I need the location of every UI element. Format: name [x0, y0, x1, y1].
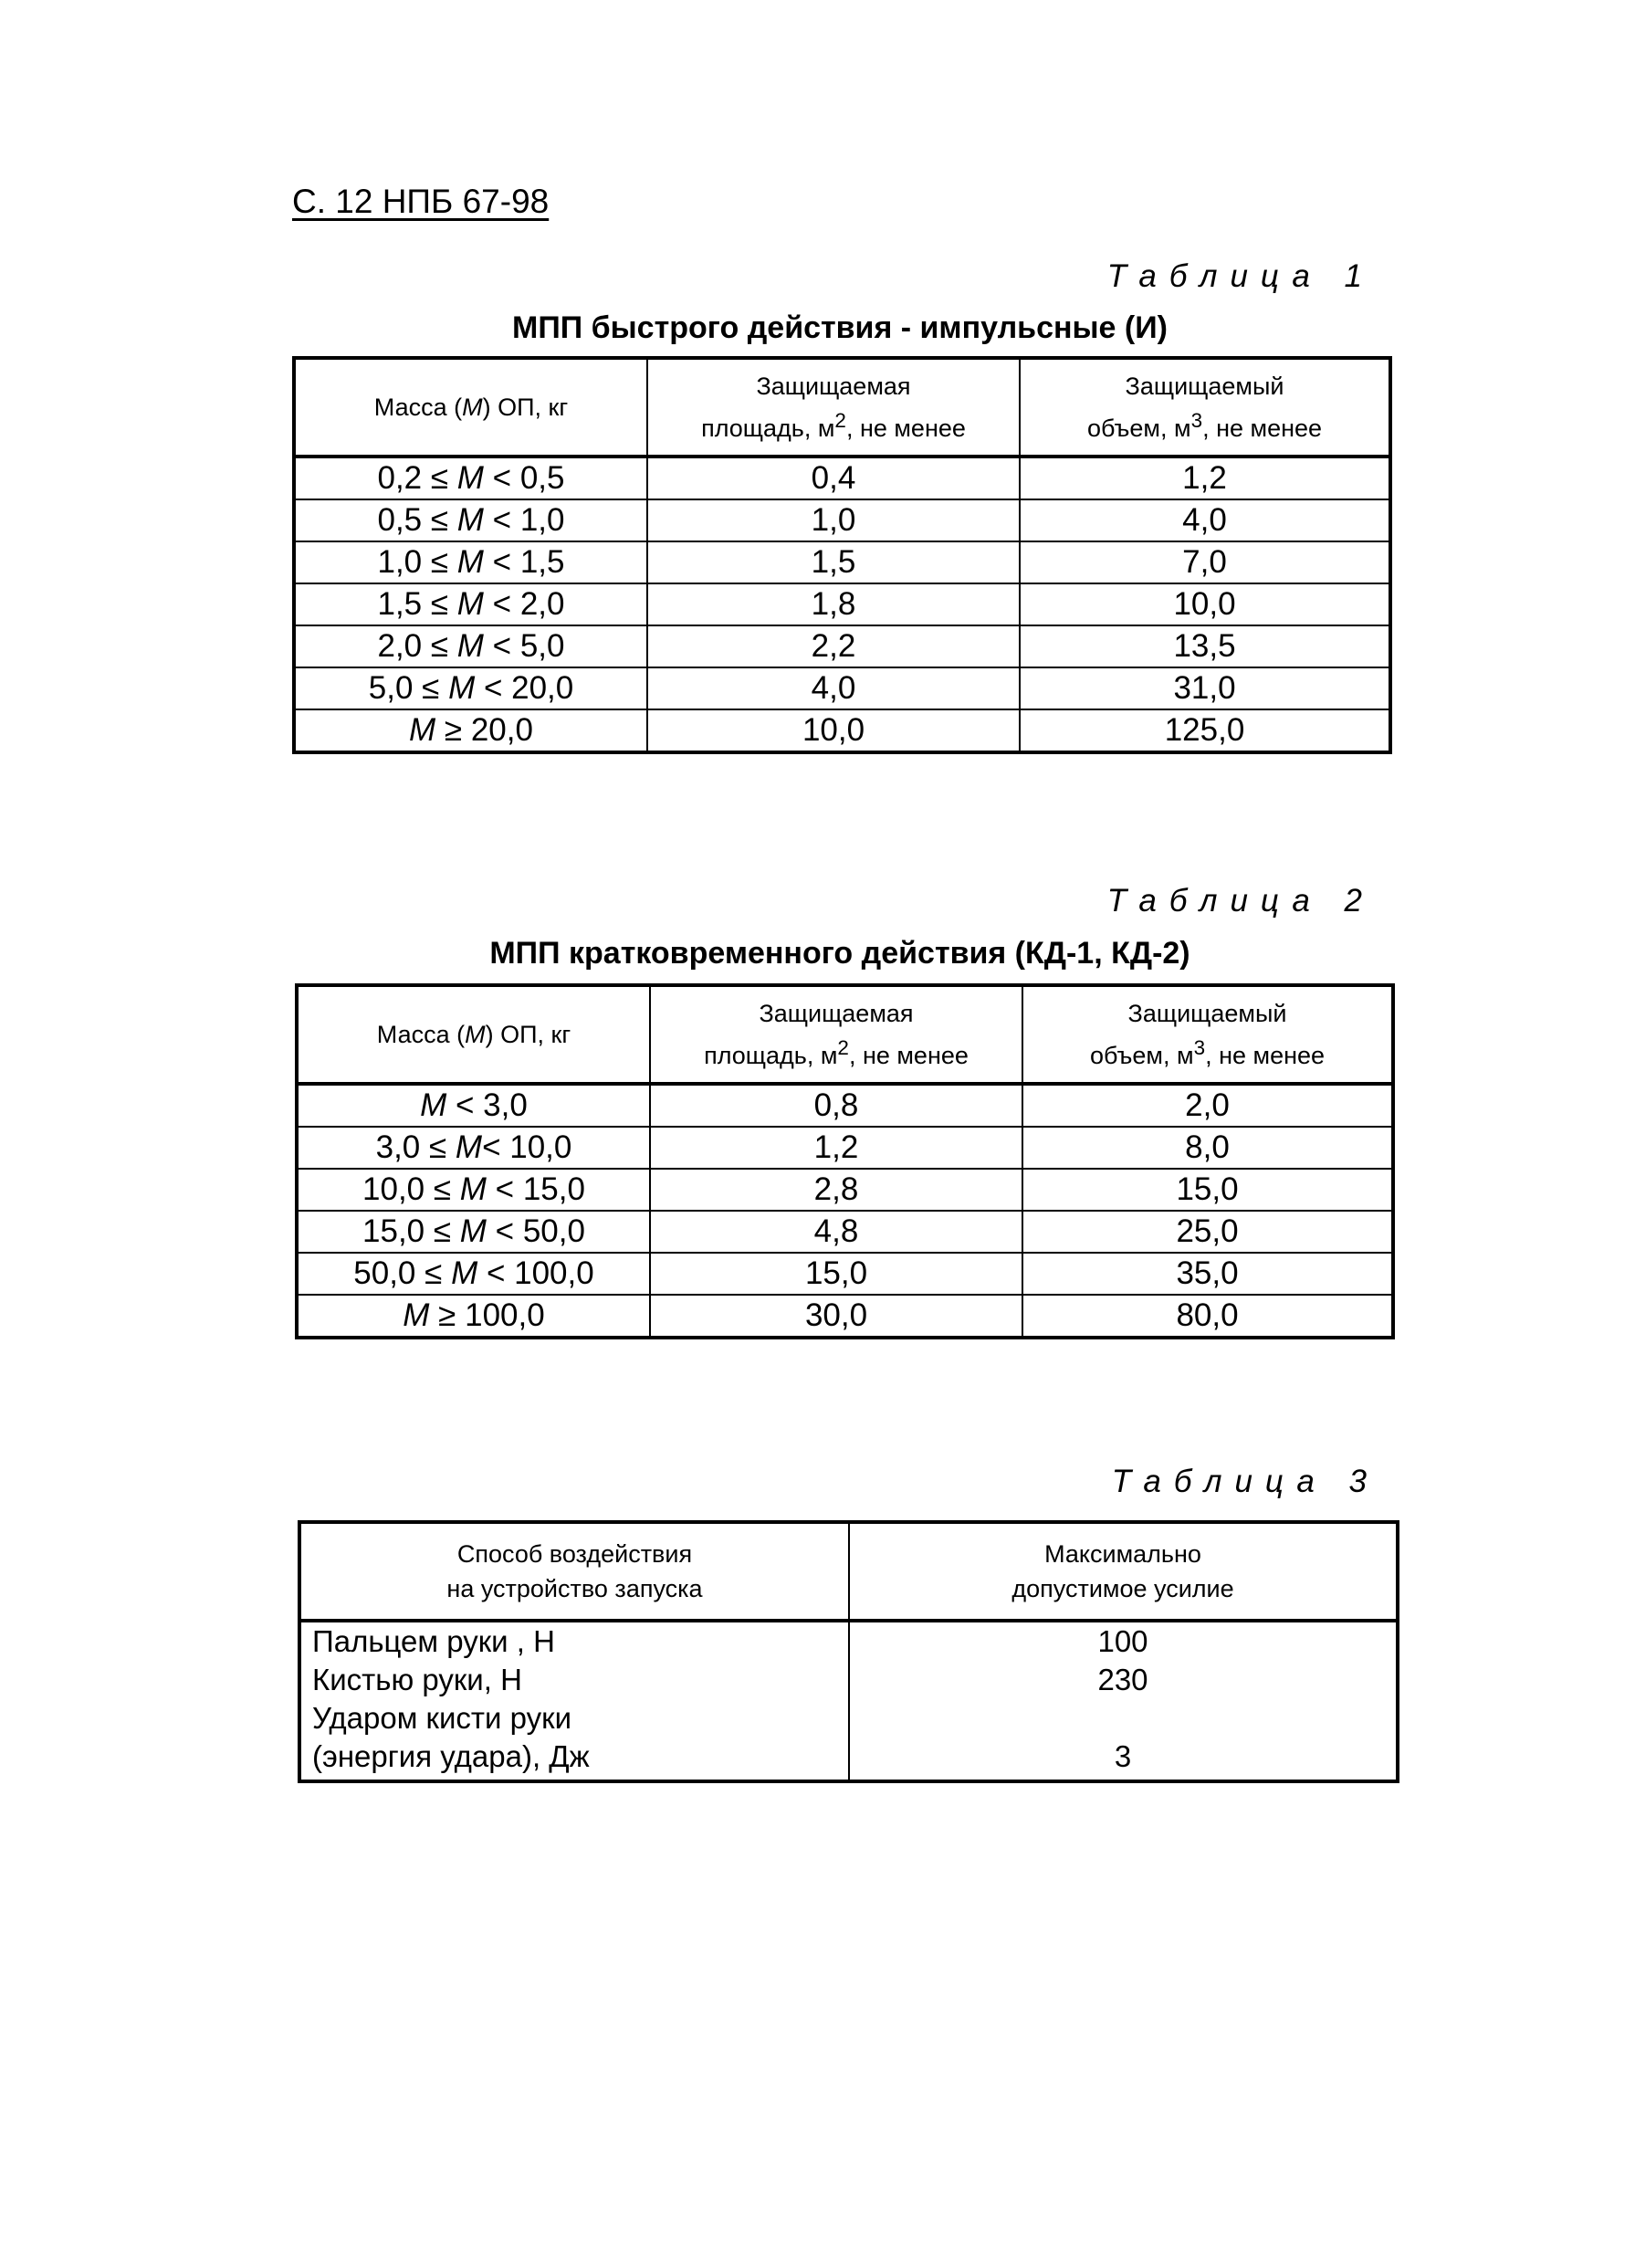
area-cell: 15,0	[650, 1253, 1022, 1295]
mass-cell: M ≥ 100,0	[297, 1295, 650, 1338]
mass-cell: 0,2 ≤ M < 0,5	[294, 457, 647, 499]
mass-cell: 15,0 ≤ M < 50,0	[297, 1211, 650, 1253]
volume-cell: 35,0	[1022, 1253, 1393, 1295]
table1-caption: Таблица 1	[1106, 258, 1375, 294]
table-row	[294, 709, 1390, 752]
volume-cell: 125,0	[1020, 709, 1390, 752]
mass-cell: 1,0 ≤ M < 1,5	[294, 541, 647, 583]
force-cell: 100	[849, 1621, 1398, 1661]
force-cell: 3	[849, 1738, 1398, 1781]
table1-header-volume: Защищаемый объем, $м^3$, не менее	[1020, 358, 1390, 457]
area-cell: 10,0	[647, 709, 1020, 752]
force-cell	[849, 1699, 1398, 1738]
volume-cell: 80,0	[1022, 1295, 1393, 1338]
volume-cell: 13,5	[1020, 625, 1390, 667]
mass-cell: 50,0 ≤ M < 100,0	[297, 1253, 650, 1295]
page-header: С. 12 НПБ 67-98	[292, 183, 550, 220]
area-cell: 1,2	[650, 1127, 1022, 1169]
table-row	[297, 1253, 1393, 1295]
table-row	[294, 667, 1390, 709]
table-row	[297, 1211, 1393, 1253]
volume-cell: 10,0	[1020, 583, 1390, 625]
method-cell: Ударом кисти руки	[299, 1699, 849, 1738]
table-row	[297, 1295, 1393, 1338]
volume-cell: 8,0	[1022, 1127, 1393, 1169]
method-cell: Пальцем руки , Н	[299, 1621, 849, 1661]
area-cell: 4,8	[650, 1211, 1022, 1253]
table-row	[297, 1127, 1393, 1169]
table3	[298, 1520, 1399, 1783]
force-cell: 230	[849, 1661, 1398, 1699]
table3-header-method: Способ воздействия на устройство запуска	[299, 1522, 849, 1621]
table1	[292, 356, 1392, 754]
table-row	[294, 457, 1390, 499]
volume-cell: 25,0	[1022, 1211, 1393, 1253]
area-cell: 4,0	[647, 667, 1020, 709]
area-cell: 1,5	[647, 541, 1020, 583]
volume-cell: 4,0	[1020, 499, 1390, 541]
volume-cell: 31,0	[1020, 667, 1390, 709]
mass-cell: 3,0 ≤ M< 10,0	[297, 1127, 650, 1169]
table1-header-mass: Масса (M) ОП, кг	[294, 358, 647, 457]
table-row	[299, 1621, 1398, 1661]
table2-title: МПП кратковременного действия (КД-1, КД-2)	[489, 936, 1190, 971]
mass-cell: M < 3,0	[297, 1084, 650, 1127]
table2-header-area: Защищаемая площадь, $м^2$, не менее	[650, 985, 1022, 1084]
area-cell: 0,4	[647, 457, 1020, 499]
table2	[295, 983, 1395, 1339]
table-row	[294, 499, 1390, 541]
volume-cell: 2,0	[1022, 1084, 1393, 1127]
volume-cell: 1,2	[1020, 457, 1390, 499]
area-cell: 0,8	[650, 1084, 1022, 1127]
table2-header-mass: Масса (M) ОП, кг	[297, 985, 650, 1084]
table-row	[297, 1169, 1393, 1211]
mass-cell: 2,0 ≤ M < 5,0	[294, 625, 647, 667]
table-row	[299, 1699, 1398, 1738]
table1-title: МПП быстрого действия - импульсные (И)	[512, 310, 1168, 345]
area-cell: 1,8	[647, 583, 1020, 625]
table-row	[299, 1661, 1398, 1699]
mass-cell: 5,0 ≤ M < 20,0	[294, 667, 647, 709]
area-cell: 30,0	[650, 1295, 1022, 1338]
table3-caption: Таблица 3	[1111, 1464, 1379, 1499]
table-row	[297, 1084, 1393, 1127]
table3-header-force: Максимально допустимое усилие	[849, 1522, 1398, 1621]
mass-cell: M ≥ 20,0	[294, 709, 647, 752]
mass-cell: 1,5 ≤ M < 2,0	[294, 583, 647, 625]
table2-caption: Таблица 2	[1106, 883, 1375, 919]
mass-cell: 10,0 ≤ M < 15,0	[297, 1169, 650, 1211]
mass-cell: 0,5 ≤ M < 1,0	[294, 499, 647, 541]
table2-header-volume: Защищаемый объем, $м^3$, не менее	[1022, 985, 1393, 1084]
volume-cell: 15,0	[1022, 1169, 1393, 1211]
method-cell: (энергия удара), Дж	[299, 1738, 849, 1781]
area-cell: 2,2	[647, 625, 1020, 667]
table-row	[294, 583, 1390, 625]
table-row	[294, 625, 1390, 667]
volume-cell: 7,0	[1020, 541, 1390, 583]
area-cell: 2,8	[650, 1169, 1022, 1211]
method-cell: Кистью руки, Н	[299, 1661, 849, 1699]
table-row	[299, 1738, 1398, 1781]
table-row	[294, 541, 1390, 583]
table1-header-area: Защищаемая площадь, $м^2$, не менее	[647, 358, 1020, 457]
area-cell: 1,0	[647, 499, 1020, 541]
